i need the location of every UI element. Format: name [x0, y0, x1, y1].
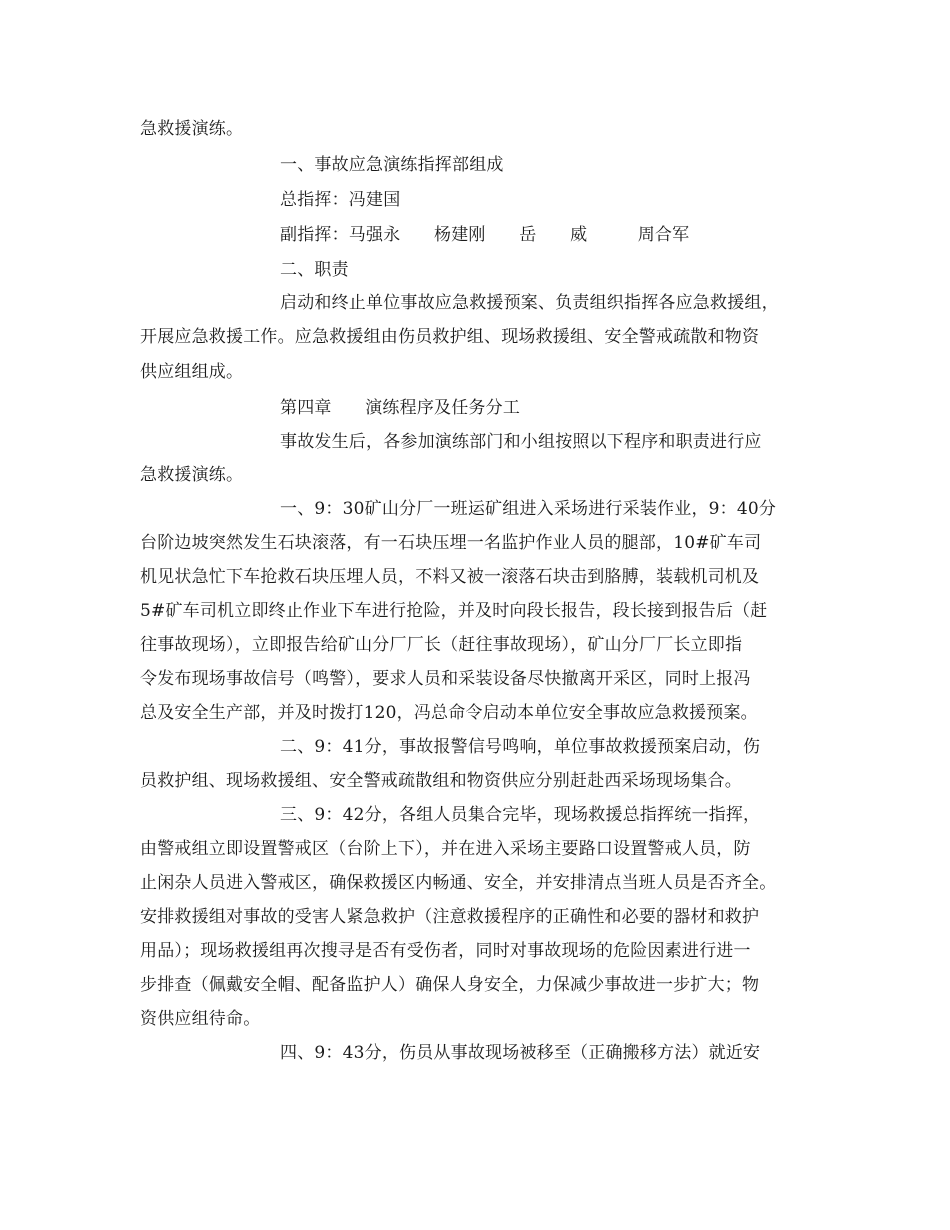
- text-line: 副指挥：马强永 杨建刚 岳 威 周合军: [280, 225, 690, 245]
- text-line: 急救援演练。: [140, 119, 244, 139]
- text-line: 资供应组待命。: [140, 1009, 261, 1029]
- text-line: 台阶边坡突然发生石块滚落，有一石块压埋一名监护作业人员的腿部，10#矿车司: [140, 533, 762, 553]
- text-line: 5#矿车司机立即终止作业下车进行抢险，并及时向段长报告，段长接到报告后（赶: [140, 601, 768, 621]
- text-line: 总及安全生产部，并及时拨打120，冯总命令启动本单位安全事故应急救援预案。: [140, 703, 758, 723]
- chapter-heading: 第四章 演练程序及任务分工: [280, 398, 521, 418]
- text-line: 启动和终止单位事故应急救援预案、负责组织指挥各应急救援组，: [280, 293, 779, 313]
- text-line: 三、9：42分，各组人员集合完毕，现场救援总指挥统一指挥，: [280, 805, 761, 825]
- text-line: 开展应急救援工作。应急救援组由伤员救护组、现场救援组、安全警戒疏散和物资: [140, 327, 760, 347]
- text-line: 安排救援组对事故的受害人紧急救护（注意救援程序的正确性和必要的器材和救护: [140, 907, 760, 927]
- text-line: 二、9：41分，事故报警信号鸣响，单位事故救援预案启动，伤: [280, 737, 761, 757]
- text-line: 急救援演练。: [140, 465, 244, 485]
- text-line: 止闲杂人员进入警戒区，确保救援区内畅通、安全，并安排清点当班人员是否齐全。: [140, 873, 777, 893]
- text-line: 事故发生后，各参加演练部门和小组按照以下程序和职责进行应: [280, 432, 762, 452]
- text-line: 员救护组、现场救援组、安全警戒疏散组和物资供应分别赶赴西采场现场集合。: [140, 771, 742, 791]
- heading-command-composition: 一、事故应急演练指挥部组成: [280, 155, 504, 175]
- text-line: 四、9：43分，伤员从事故现场被移至（正确搬移方法）就近安: [280, 1043, 761, 1063]
- text-line: 步排查（佩戴安全帽、配备监护人）确保人身安全，力保减少事故进一步扩大；物: [140, 975, 760, 995]
- text-line: 总指挥：冯建国: [280, 190, 401, 210]
- heading-duties: 二、职责: [280, 260, 349, 280]
- text-line: 一、9：30矿山分厂一班运矿组进入采场进行采装作业，9：40分: [280, 499, 777, 519]
- text-line: 令发布现场事故信号（鸣警），要求人员和采装设备尽快撤离开采区，同时上报冯: [140, 669, 751, 689]
- text-line: 往事故现场），立即报告给矿山分厂厂长（赶往事故现场），矿山分厂厂长立即指: [140, 635, 743, 655]
- text-line: 机见状急忙下车抢救石块压埋人员，不料又被一滚落石块击到胳膊，装载机司机及: [140, 567, 760, 587]
- text-line: 由警戒组立即设置警戒区（台阶上下），并在进入采场主要路口设置警戒人员，防: [140, 839, 751, 859]
- text-line: 供应组组成。: [140, 362, 244, 382]
- text-line: 用品）；现场救援组再次搜寻是否有受伤者，同时对事故现场的危险因素进行进一: [140, 941, 751, 961]
